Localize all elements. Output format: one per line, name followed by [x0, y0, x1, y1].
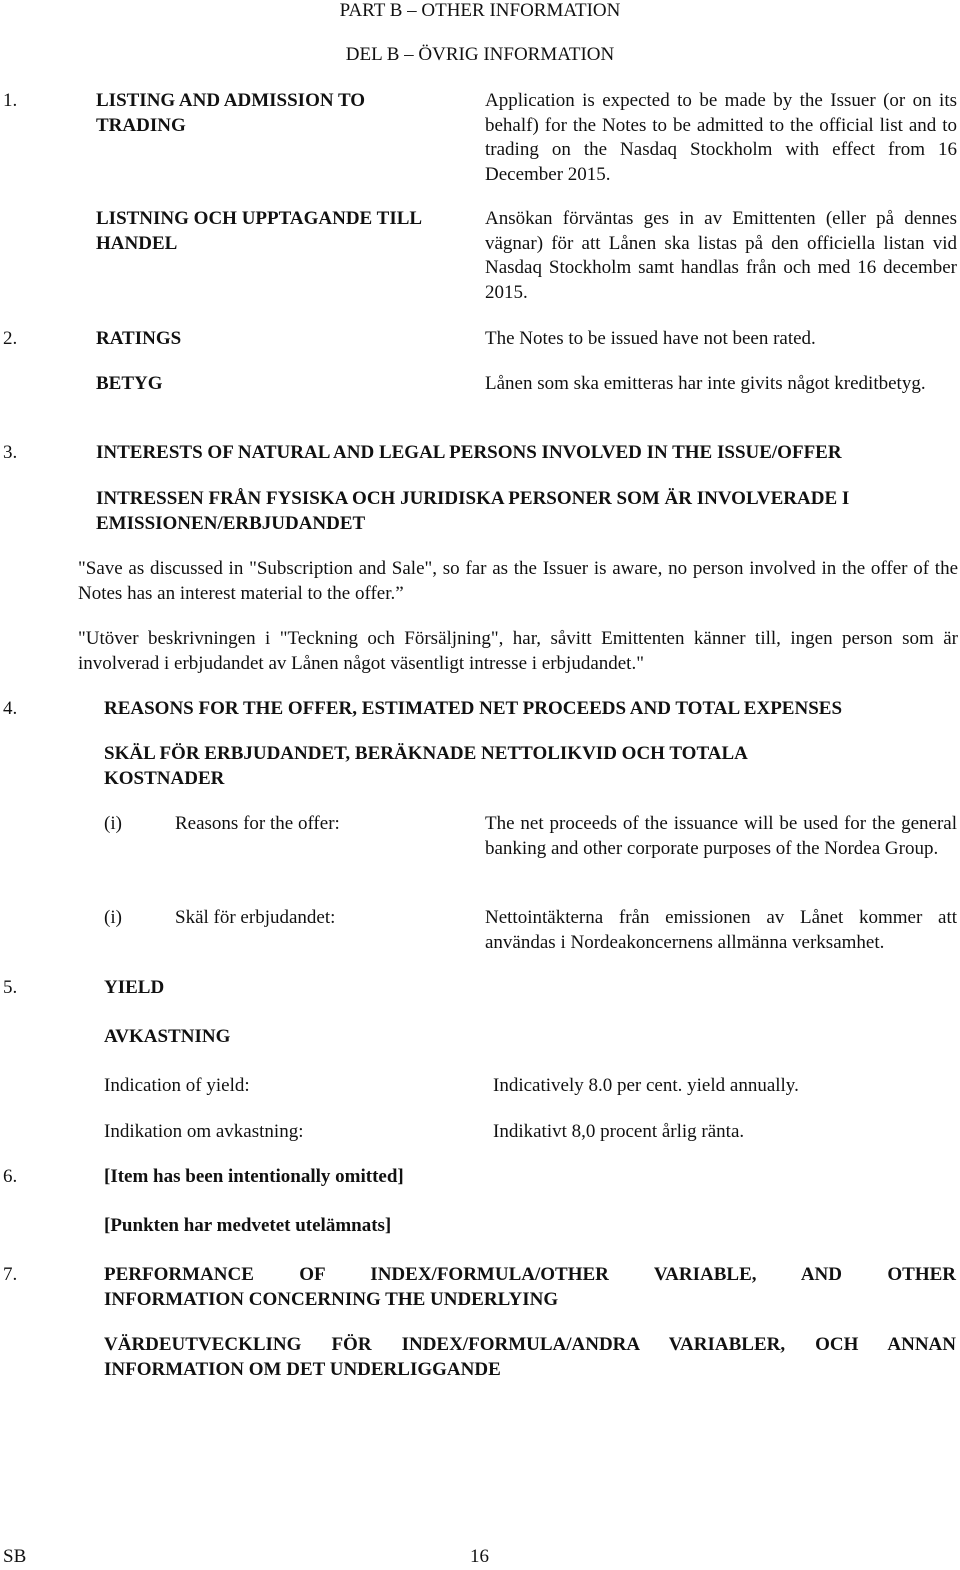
- section-4-item-text-en: The net proceeds of the issuance will be used for the general banking and other corporate purposes of the Nordea Group.: [485, 813, 957, 859]
- section-2-text-en: The Notes to be issued have not been rated.: [485, 328, 816, 349]
- yield-value-sv: Indikativt 8,0 procent årlig ränta.: [493, 1121, 745, 1142]
- footer-left: SB: [3, 1546, 27, 1567]
- section-7-number: 7.: [3, 1264, 18, 1285]
- section-1-text-sv: Ansökan förväntas ges in av Emittenten (eller på dennes vägnar) för att Lånen ska listas på den officiella listan vid Nasdaq Stockholm samt handlas från och med 16 december 2015.: [485, 208, 957, 303]
- section-3-heading-sv: INTRESSEN FRÅN FYSISKA OCH JURIDISKA PERSONER SOM ÄR INVOLVERADE I EMISSIONEN/ERBJUDANDET: [96, 488, 850, 534]
- yield-label-en: Indication of yield:: [104, 1075, 250, 1096]
- section-4-item-number-sv: (i): [104, 907, 122, 928]
- section-1-heading-sv-line2: HANDEL: [96, 232, 178, 254]
- section-6-heading-en: [Item has been intentionally omitted]: [104, 1166, 404, 1187]
- section-1-heading-en-line1: LISTING AND ADMISSION TO: [96, 90, 366, 111]
- section-6-number: 6.: [3, 1166, 18, 1187]
- section-1-heading-en: [96, 89, 466, 138]
- section-2-text-sv: Lånen som ska emitteras har inte givits något kreditbetyg.: [485, 373, 926, 394]
- section-5-heading-en: YIELD: [104, 977, 165, 998]
- section-2-heading-sv: BETYG: [96, 373, 163, 394]
- section-3-heading-en: INTERESTS OF NATURAL AND LEGAL PERSONS INVOLVED IN THE ISSUE/OFFER: [96, 442, 842, 463]
- section-1-text-en: Application is expected to be made by the Issuer (or on its behalf) for the Notes to be admitted to the official list and to trading on the Nasdaq Stockholm with effect from 16 December 2015.: [485, 90, 957, 185]
- section-5-heading-sv: AVKASTNING: [104, 1026, 231, 1047]
- section-4-item-text-sv: Nettointäkterna från emissionen av Lånet kommer att användas i Nordeakoncernens allmänna verksamhet.: [485, 907, 957, 953]
- section-3-text-sv: "Utöver beskrivningen i "Teckning och Försäljning", har, såvitt Emittenten känner till, ingen person som är involverad i erbjudandet av Lånen något väsentligt intresse i erbjudandet.": [78, 628, 958, 674]
- section-3-number: 3.: [3, 442, 18, 463]
- section-6-heading-sv: [Punkten har medvetet utelämnats]: [104, 1215, 392, 1236]
- section-4-item-label-sv: Skäl för erbjudandet:: [175, 907, 336, 928]
- section-1-heading-sv-line1: LISTNING OCH UPPTAGANDE TILL: [96, 208, 423, 229]
- section-7-heading-sv-line1: VÄRDEUTVECKLING FÖR INDEX/FORMULA/ANDRA VARIABLER, OCH ANNAN: [104, 1334, 956, 1355]
- section-7-heading-en: [104, 1263, 956, 1312]
- section-1-heading-en-line2: TRADING: [96, 114, 186, 136]
- section-4-heading-en: REASONS FOR THE OFFER, ESTIMATED NET PROCEEDS AND TOTAL EXPENSES: [104, 698, 843, 719]
- section-2-heading-en: RATINGS: [96, 328, 182, 349]
- section-4-item-number-en: (i): [104, 813, 122, 834]
- section-1-heading-sv: [96, 207, 476, 256]
- page-number: 16: [470, 1546, 489, 1567]
- section-4-item-label-en: Reasons for the offer:: [175, 813, 340, 834]
- part-title-sv: DEL B – ÖVRIG INFORMATION: [345, 44, 615, 65]
- yield-value-en: Indicatively 8.0 per cent. yield annually.: [493, 1075, 799, 1096]
- section-7-heading-sv-line2: INFORMATION OM DET UNDERLIGGANDE: [104, 1358, 501, 1380]
- section-2-number: 2.: [3, 328, 18, 349]
- section-1-number: 1.: [3, 90, 18, 111]
- section-3-text-en: "Save as discussed in "Subscription and Sale", so far as the Issuer is aware, no person involved in the offer of the Notes has an interest material to the offer.”: [78, 558, 958, 604]
- part-title-en: PART B – OTHER INFORMATION: [339, 0, 621, 21]
- section-7-heading-en-line2: INFORMATION CONCERNING THE UNDERLYING: [104, 1288, 559, 1310]
- yield-label-sv: Indikation om avkastning:: [104, 1121, 304, 1142]
- section-5-number: 5.: [3, 977, 18, 998]
- section-7-heading-sv: [104, 1333, 956, 1382]
- section-4-heading-sv: SKÄL FÖR ERBJUDANDET, BERÄKNADE NETTOLIKVID OCH TOTALA KOSTNADER: [104, 743, 747, 789]
- section-7-heading-en-line1: PERFORMANCE OF INDEX/FORMULA/OTHER VARIABLE, AND OTHER: [104, 1264, 956, 1285]
- section-4-number: 4.: [3, 698, 18, 719]
